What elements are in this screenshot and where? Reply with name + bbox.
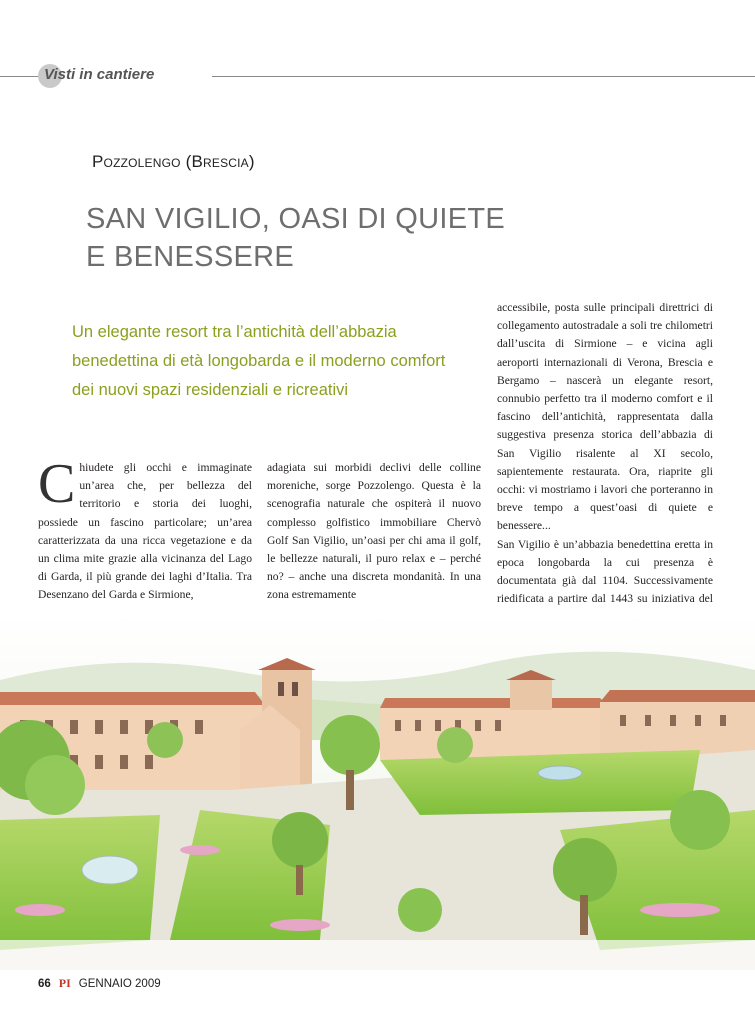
headline-line-2: E BENESSERE: [86, 241, 294, 273]
fountain-basin: [538, 766, 582, 780]
column-3-paragraph-2: San Vigilio è un’abbazia benedettina eretta in epoca longobarda la cui presenza è documentata già dal 1104. Successivamente riedificata a partire dal 1443 su iniziativa del: [497, 537, 713, 606]
article-headline: [86, 200, 566, 276]
section-rule-left: [0, 76, 38, 77]
abbey-west-roof: [0, 692, 265, 705]
column-1-text: hiudete gli occhi e immaginate un’area che, per bellezza del territorio e storia dei luoghi, possiede un fascino particolare; un’area caratterizzata da una ricca vegetazione e da un clima mite grazie alla vicinanza del Lago di Garda, il più grande dei laghi d’Italia. Tra Desenzano del Garda e Sirmione,: [38, 461, 252, 602]
body-column-2: [267, 459, 481, 605]
resort-illustration: [0, 610, 755, 970]
article-subhead: Un elegante resort tra l’antichità dell’abbazia benedettina di età longobarda e il moderno comfort dei nuovi spazi residenziali e ricreativi: [72, 323, 446, 399]
body-column-3: [497, 299, 713, 627]
garden-fountain: [82, 856, 138, 884]
section-rule-right: [212, 76, 755, 77]
magazine-logo: PI: [58, 976, 71, 990]
page-number: 66: [38, 978, 51, 990]
page-footer: [38, 976, 161, 991]
abbey-east-roof: [380, 698, 610, 708]
section-label: Visti in cantiere: [44, 66, 155, 83]
east-tower: [510, 680, 552, 710]
headline-line-1: SAN VIGILIO, OASI DI QUIETE: [86, 203, 506, 235]
issue-date: GENNAIO 2009: [78, 978, 161, 990]
west-garden-lawn: [0, 815, 160, 950]
column-3-paragraph-1: accessibile, posta sulle principali direttrici di collegamento autostradale a soli tre chilometri dall’uscita di Sirmione – e vicina agli aeroporti internazionali di Verona, Brescia e Bergamo – nascerà un elegante resort, connubio perfetto tra il moderno comfort e il fascino dell’antichità, rappresentata dalla suggestiva presenza storica dell’abbazia di San Vigilio risalente al XI secolo, sapientemente restaurata. Ora, riaprite gli occhi: vi mostriamo i lavori che porteranno in breve tempo a quest’oasi di quiete e benessere...: [497, 301, 713, 533]
body-column-1: [38, 453, 252, 605]
illustration-fade: [0, 940, 755, 970]
upper-garden-lawn: [380, 750, 700, 815]
residence-roof: [600, 690, 755, 702]
column-2-text: adagiata sui morbidi declivi delle colline moreniche, sorge Pozzolengo. Questa è la scenografia naturale che ospiterà il nuovo complesso golfistico immobiliare Chervò Golf San Vigilio, un’oasi per chi ama il golf, le bellezze naturali, il puro relax e – perché no? – anche una discreta mondanità. In una zona estremamente: [267, 461, 481, 602]
drop-cap: C: [38, 453, 76, 515]
abbey-east-wing: [380, 708, 610, 760]
article-location: Pozzolengo (Brescia): [92, 152, 255, 171]
